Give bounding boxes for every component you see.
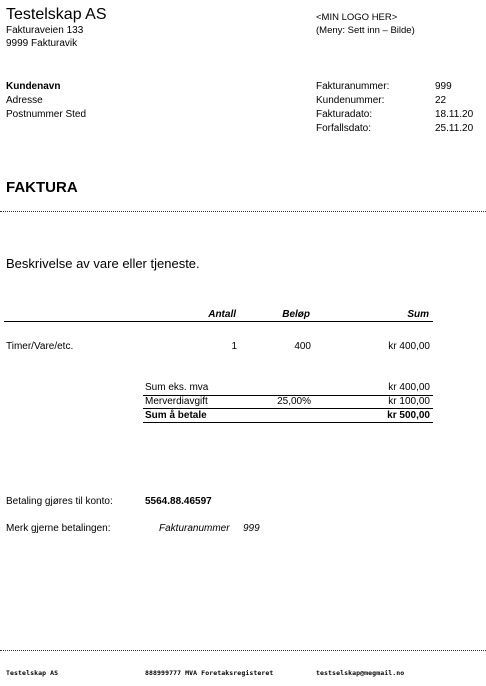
invoice-title: FAKTURA [6,179,78,196]
footer-email: testselskap@megmail.no [316,669,405,677]
vat-value: kr 100,00 [388,396,430,407]
due-date-label: Forfallsdato: [316,123,372,134]
company-address: Fakturaveien 133 [6,25,84,36]
logo-placeholder: <MIN LOGO HER> [316,12,398,23]
customer-number-value: 22 [435,95,447,106]
payment-note-number: 999 [243,523,260,534]
row-sum: kr 400,00 [388,341,430,352]
total-value: kr 500,00 [387,410,430,421]
total-label: Sum å betale [145,410,207,421]
vat-line [143,408,433,409]
invoice-number-value: 999 [435,81,452,92]
header-belop: Beløp [282,309,310,320]
due-date-value: 25.11.20 [435,123,474,134]
invoice-date-value: 18.11.20 [435,109,474,120]
vat-rate: 25,00% [277,396,311,407]
customer-number-label: Kundenummer: [316,95,385,106]
title-divider [0,211,486,212]
row-belop: 400 [294,341,311,352]
header-sum: Sum [407,309,429,320]
company-name: Testelskap AS [6,6,107,23]
vat-label: Merverdiavgift [145,396,208,407]
account-label: Betaling gjøres til konto: [6,496,113,507]
footer-company: Testelskap AS [6,669,59,677]
ex-vat-value: kr 400,00 [388,382,430,393]
row-antall: 1 [231,341,237,352]
invoice-date-label: Fakturadato: [316,109,373,120]
footer-divider [0,650,486,651]
customer-postal: Postnummer Sted [6,109,87,120]
ex-vat-label: Sum eks. mva [145,382,209,393]
customer-address: Adresse [6,95,43,106]
logo-hint: (Meny: Sett inn – Bilde) [316,25,415,36]
invoice-number-label: Fakturanummer: [316,81,390,92]
row-item: Timer/Vare/etc. [6,341,74,352]
header-antall: Antall [208,309,236,320]
payment-note-label: Merk gjerne betalingen: [6,523,111,534]
account-value: 5564.88.46597 [145,496,212,507]
customer-name: Kundenavn [6,81,61,92]
company-postal: 9999 Fakturavik [6,38,78,49]
payment-note-prefix: Fakturanummer [159,523,230,534]
total-line [143,422,433,423]
footer-org: 888999777 MVA Foretaksregisteret [145,669,274,677]
table-header-line [4,321,433,322]
description: Beskrivelse av vare eller tjeneste. [6,256,200,271]
